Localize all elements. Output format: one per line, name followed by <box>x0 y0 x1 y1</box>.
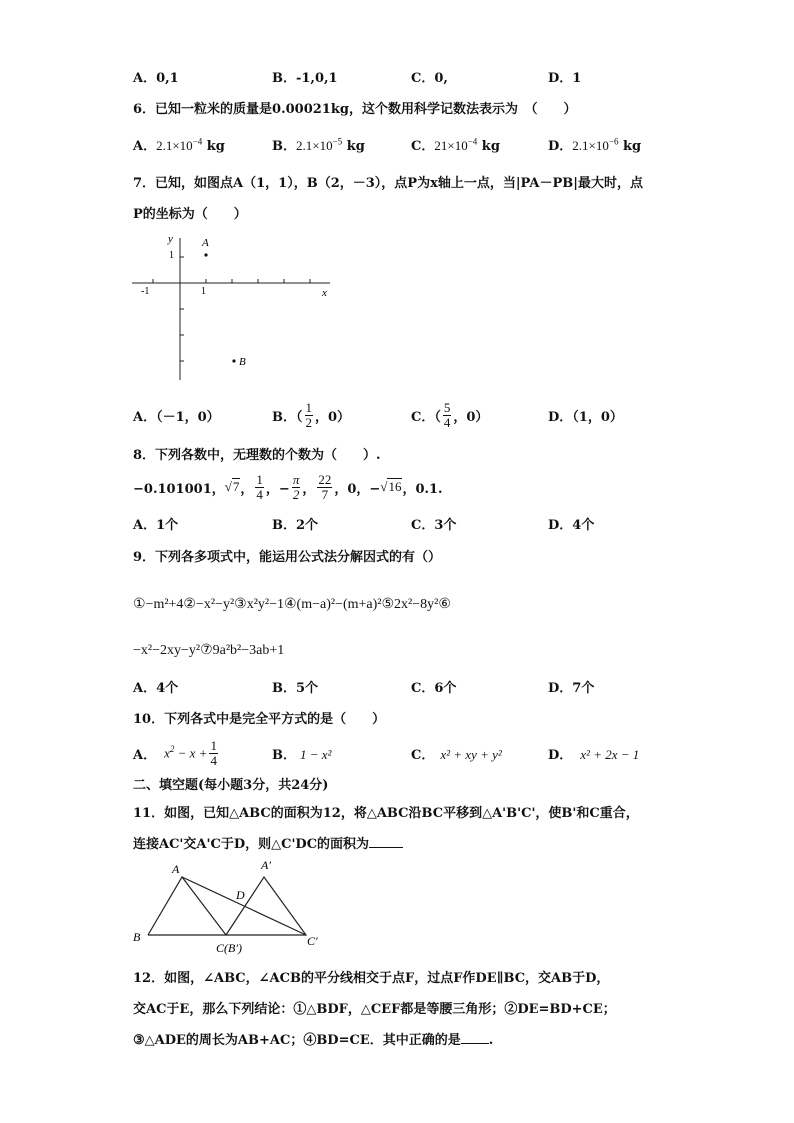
q10-option-c: C． x² + xy + y² <box>411 747 502 763</box>
label-b: B <box>239 356 246 368</box>
q11-answer-blank[interactable] <box>369 847 403 848</box>
q7-option-a: A．（－1，0） <box>133 410 220 425</box>
label-d: D <box>236 888 245 902</box>
tick-y1: 1 <box>169 250 174 261</box>
q9-option-c: C．6个 <box>411 681 457 696</box>
q9-option-d: D．7个 <box>548 681 595 696</box>
q8-numbers: −0.101001， √7 ， $\frac{1}{4}$ ，− $\frac{\pi}{2}$ ， $\frac{22}{7}$ ，0，− √16 ，0.1. <box>133 471 443 502</box>
label-a-prime: A′ <box>261 858 271 872</box>
q7-option-c: C．（ $\frac{5}{4}$ ，0） <box>411 399 489 430</box>
q9-expr-line2: −x²−2xy−y²⑦9a²b²−3ab+1 <box>133 643 285 658</box>
point-a <box>204 253 207 256</box>
q11-line2: 连接AC'交A'C于D，则△C'DC的面积为 <box>133 833 403 852</box>
q7-coordinate-figure <box>128 228 343 388</box>
label-c-b-prime: C(B′) <box>216 941 242 955</box>
q6-option-d: D．$2.1\times 10^{-6}$ kg <box>548 136 642 154</box>
q8-option-d: D．4个 <box>548 518 595 533</box>
q10-stem: 10．下列各式中是完全平方式的是（ ） <box>133 712 386 727</box>
q6-option-a: A．$2.1\times 10^{-4}$ kg <box>133 136 225 154</box>
tick-x1: 1 <box>201 286 206 297</box>
label-a: A <box>172 862 180 876</box>
label-b: B <box>133 930 141 944</box>
q8-option-a: A．1个 <box>133 518 179 533</box>
q7-option-b: B．（ $\frac{1}{2}$ ，0） <box>272 399 351 430</box>
q11-line1: 11．如图，已知△ABC的面积为12，将△ABC沿BC平移到△A'B'C'，使B'和C重合， <box>133 806 639 821</box>
q8-stem: 8．下列各数中，无理数的个数为（ ）. <box>133 448 381 463</box>
q9-stem: 9．下列各多项式中，能运用公式法分解因式的有（） <box>133 550 442 565</box>
label-c-prime: C′ <box>307 934 318 948</box>
q10-option-b: B． 1 − x² <box>272 747 332 763</box>
q5-option-d: D．1 <box>548 71 582 86</box>
q12-line3: ③△ADE的周长为AB+AC；④BD=CE．其中正确的是 . <box>133 1033 494 1048</box>
label-a: A <box>202 237 209 249</box>
section-title-fill-in: 二、填空题(每小题3分，共24分) <box>133 778 329 793</box>
q10-option-d: D． x² + 2x − 1 <box>548 747 640 763</box>
q11-triangle-figure <box>130 857 325 957</box>
q9-option-b: B．5个 <box>272 681 319 696</box>
q5-option-c: C．0, <box>411 71 448 86</box>
q12-line2: 交AC于E，那么下列结论：①△BDF，△CEF都是等腰三角形；②DE=BD+CE； <box>133 1002 616 1017</box>
x-label: x <box>322 287 327 299</box>
q9-expr-line1: ①−m²+4②−x²−y²③x²y²−1④(m−a)²−(m+a)²⑤2x²−8y²⑥ <box>133 597 451 612</box>
q10-option-a: A． $x^2 - x$ + $\frac{1}{4}$ <box>133 737 217 768</box>
q9-option-a: A．4个 <box>133 681 179 696</box>
q5-option-a: A．0,1 <box>133 71 179 86</box>
q8-option-b: B．2个 <box>272 518 319 533</box>
q5-option-b: B．-1,0,1 <box>272 71 338 86</box>
point-b <box>232 359 235 362</box>
q7-option-d: D．（1，0） <box>548 410 623 425</box>
q7-stem-line2: P的坐标为（ ） <box>133 207 247 222</box>
q8-option-c: C．3个 <box>411 518 457 533</box>
q12-line1: 12．如图，∠ABC，∠ACB的平分线相交于点F，过点F作DE∥BC，交AB于D， <box>133 971 610 986</box>
q6-stem: 6．已知一粒米的质量是0.00021kg，这个数用科学记数法表示为 （ ） <box>133 102 577 117</box>
y-label: y <box>168 233 173 245</box>
q7-stem-line1: 7．已知，如图点A（1，1），B（2，－3），点P为x轴上一点，当|PA－PB|最大时，点 <box>133 176 643 191</box>
q12-answer-blank[interactable] <box>461 1043 489 1044</box>
q6-option-c: C．$21\times 10^{-4}$ kg <box>411 136 500 154</box>
tick-neg1: -1 <box>141 286 150 297</box>
q6-option-b: B．$2.1\times 10^{-5}$ kg <box>272 136 365 154</box>
